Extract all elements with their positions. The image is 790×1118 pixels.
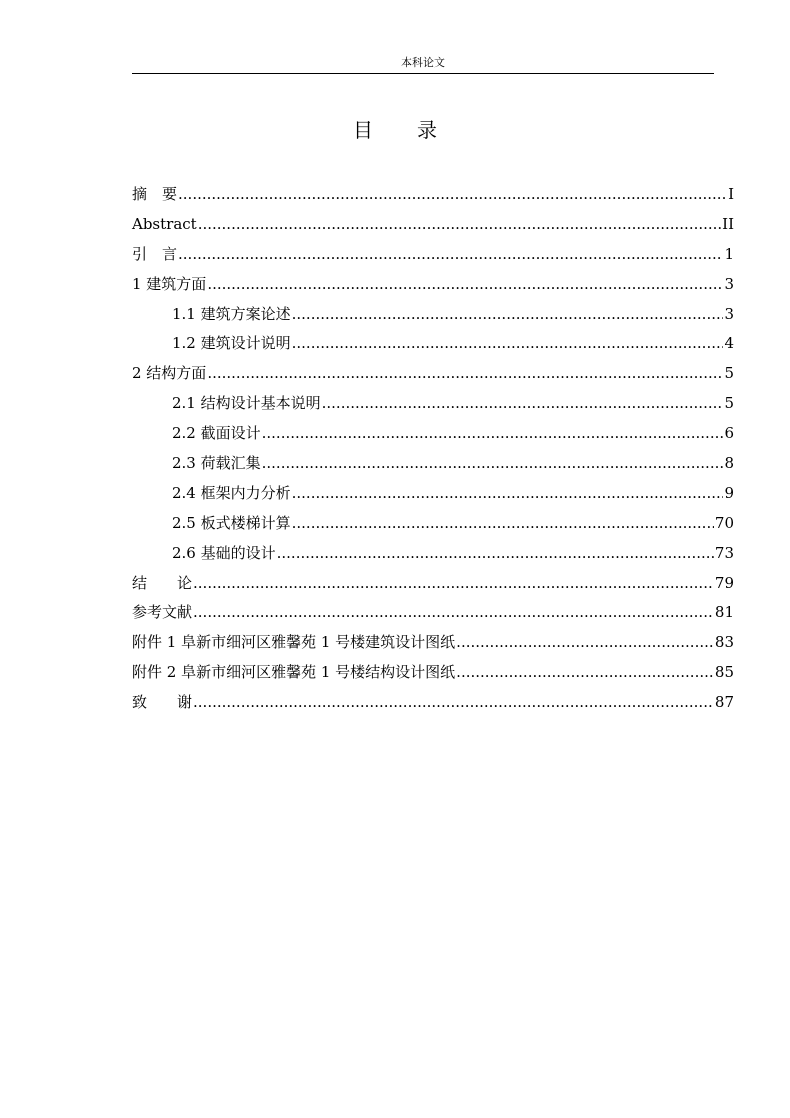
toc-entry-page: 6 (724, 424, 734, 443)
toc-entry-page: 4 (724, 334, 734, 353)
toc-entry[interactable] (132, 658, 734, 688)
toc-leader (207, 359, 723, 389)
toc-leader (193, 598, 714, 628)
toc-entry-label: 1.1 建筑方案论述 (172, 304, 291, 323)
toc-entry-page: 8 (724, 454, 734, 473)
toc-entry-page: 5 (724, 364, 734, 383)
toc-entry-label: 2.4 框架内力分析 (172, 483, 291, 502)
toc-leader (262, 449, 724, 479)
toc-entry-page: 83 (714, 633, 734, 652)
toc-entry-label: 参考文献 (132, 603, 193, 622)
toc-entry-label: 1.2 建筑设计说明 (172, 334, 291, 353)
toc-entry-page: 3 (724, 274, 734, 293)
toc-entry-label: 2.1 结构设计基本说明 (172, 394, 321, 413)
toc-entry-page: 5 (724, 394, 734, 413)
toc-entry[interactable] (132, 419, 734, 449)
toc-leader (292, 300, 724, 330)
toc-entry[interactable] (132, 180, 734, 210)
toc-entry-label: 2.6 基础的设计 (172, 543, 276, 562)
toc-title (0, 118, 790, 142)
toc-entry-label: 2.2 截面设计 (172, 424, 261, 443)
header-rule (132, 73, 714, 74)
toc-leader (322, 389, 724, 419)
table-of-contents (132, 180, 734, 718)
toc-leader (292, 479, 724, 509)
toc-entry[interactable] (132, 389, 734, 419)
toc-entry[interactable] (132, 479, 734, 509)
toc-entry[interactable] (132, 688, 734, 718)
toc-entry-label: 1 建筑方面 (132, 274, 207, 293)
toc-leader (292, 329, 724, 359)
toc-entry-label: Abstract (132, 214, 197, 233)
toc-entry[interactable] (132, 569, 734, 599)
toc-entry[interactable] (132, 509, 734, 539)
toc-leader (193, 569, 714, 599)
toc-entry-page: 1 (724, 244, 734, 263)
toc-entry-label: 附件 2 阜新市细河区雅馨苑 1 号楼结构设计图纸 (132, 663, 456, 682)
toc-entry[interactable] (132, 300, 734, 330)
toc-entry[interactable] (132, 210, 734, 240)
toc-leader (292, 509, 714, 539)
toc-leader (456, 628, 714, 658)
toc-entry-label: 结 论 (132, 573, 193, 592)
toc-entry-page: 87 (714, 693, 734, 712)
toc-entry[interactable] (132, 628, 734, 658)
toc-entry[interactable] (132, 449, 734, 479)
toc-entry-label: 引 言 (132, 244, 178, 263)
toc-entry[interactable] (132, 359, 734, 389)
toc-entry-page: 73 (714, 543, 734, 562)
toc-entry[interactable] (132, 240, 734, 270)
toc-leader (262, 419, 724, 449)
toc-entry-page: 85 (714, 663, 734, 682)
toc-entry-label: 2 结构方面 (132, 364, 207, 383)
toc-entry-page: 70 (714, 513, 734, 532)
toc-leader (193, 688, 714, 718)
toc-title-char-1: 目 (353, 118, 373, 142)
toc-entry-label: 附件 1 阜新市细河区雅馨苑 1 号楼建筑设计图纸 (132, 633, 456, 652)
toc-entry-page: 81 (714, 603, 734, 622)
toc-leader (207, 270, 723, 300)
toc-leader (178, 180, 727, 210)
toc-entry-page: 3 (724, 304, 734, 323)
toc-leader (277, 539, 714, 569)
toc-entry[interactable] (132, 539, 734, 569)
toc-entry-page: I (728, 185, 734, 203)
toc-title-char-2: 录 (417, 118, 437, 142)
toc-leader (456, 658, 714, 688)
toc-entry-label: 2.3 荷载汇集 (172, 454, 261, 473)
toc-entry[interactable] (132, 329, 734, 359)
toc-entry-label: 2.5 板式楼梯计算 (172, 513, 291, 532)
toc-entry-label: 摘 要 (132, 185, 178, 203)
toc-entry[interactable] (132, 270, 734, 300)
toc-leader (198, 210, 721, 240)
toc-entry-label: 致 谢 (132, 693, 193, 712)
toc-entry-page: 9 (724, 483, 734, 502)
page-header: 本科论文 (401, 56, 445, 69)
toc-entry-page: II (722, 214, 734, 233)
toc-entry[interactable] (132, 598, 734, 628)
toc-leader (178, 240, 723, 270)
toc-entry-page: 79 (714, 573, 734, 592)
